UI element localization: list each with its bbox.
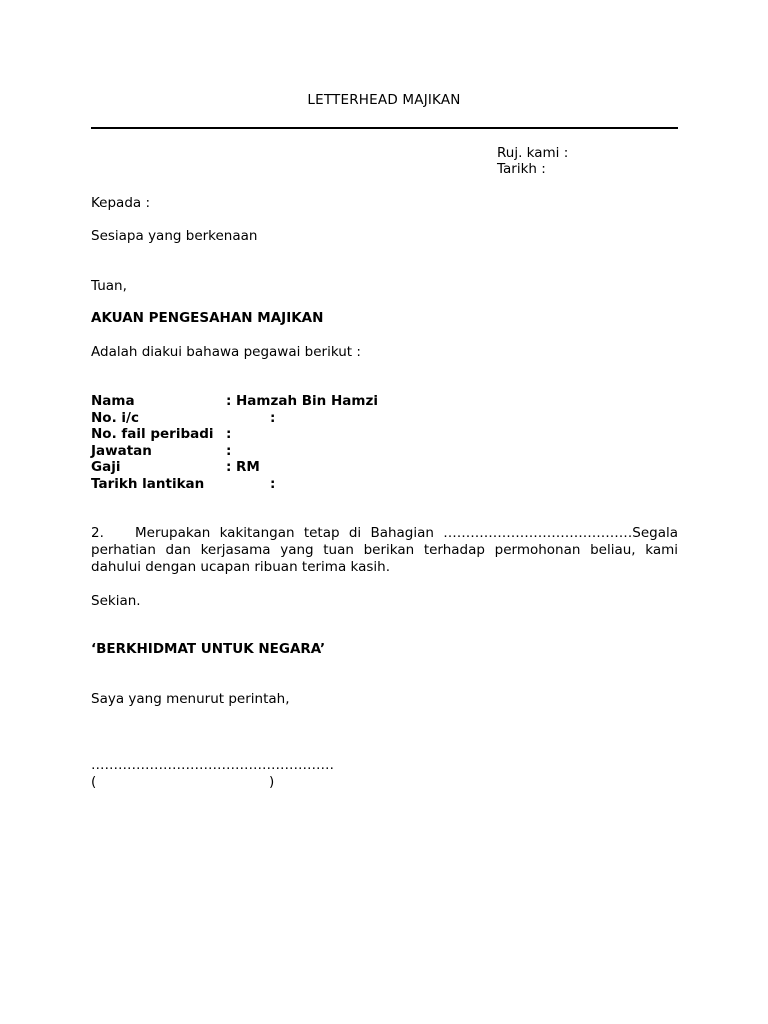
sign-off: Saya yang menurut perintah, [91, 691, 290, 707]
detail-label: Tarikh lantikan [91, 475, 205, 492]
open-parenthesis: ( [91, 774, 97, 790]
paragraph-text: Merupakan kakitangan tetap di Bahagian ……………………………………Segala perhatian dan kerjasama yang tuan berikan terhadap permohonan beliau, kami dahului dengan ucapan ribuan terima kasih. [91, 525, 678, 575]
salutation: Tuan, [91, 278, 127, 294]
date-label: Tarikh : [497, 161, 546, 177]
detail-colon: : [270, 475, 276, 492]
detail-colon: : [226, 426, 232, 443]
detail-colon: : [226, 442, 232, 459]
paragraph-two [91, 525, 678, 575]
closing-text: Sekian. [91, 593, 141, 609]
reference-block [497, 145, 568, 177]
recipient: Sesiapa yang berkenaan [91, 228, 258, 244]
letterhead-divider [91, 127, 678, 129]
detail-colon: : [270, 409, 276, 426]
detail-value: Hamzah Bin Hamzi [236, 393, 378, 409]
detail-colon: : [226, 393, 232, 409]
letterhead-title: LETTERHEAD MAJIKAN [307, 92, 461, 108]
detail-colon: : [226, 459, 232, 476]
detail-label: Nama [91, 393, 135, 409]
motto: ‘BERKHIDMAT UNTUK NEGARA’ [91, 641, 326, 657]
reference-label: Ruj. kami : [497, 145, 569, 161]
subject-heading: AKUAN PENGESAHAN MAJIKAN [91, 310, 324, 326]
paragraph-number: 2. [91, 525, 104, 541]
signatory-name-parentheses [91, 774, 275, 791]
intro-text: Adalah diakui bahawa pegawai berikut : [91, 344, 361, 360]
detail-value: RM [236, 459, 260, 476]
to-label: Kepada : [91, 195, 151, 211]
detail-label: No. i/c [91, 409, 139, 426]
signature-line: ……………………………………………… [91, 757, 334, 773]
detail-label: No. fail peribadi [91, 426, 214, 443]
close-parenthesis: ) [269, 774, 275, 790]
detail-label: Gaji [91, 459, 121, 476]
detail-label: Jawatan [91, 442, 152, 459]
